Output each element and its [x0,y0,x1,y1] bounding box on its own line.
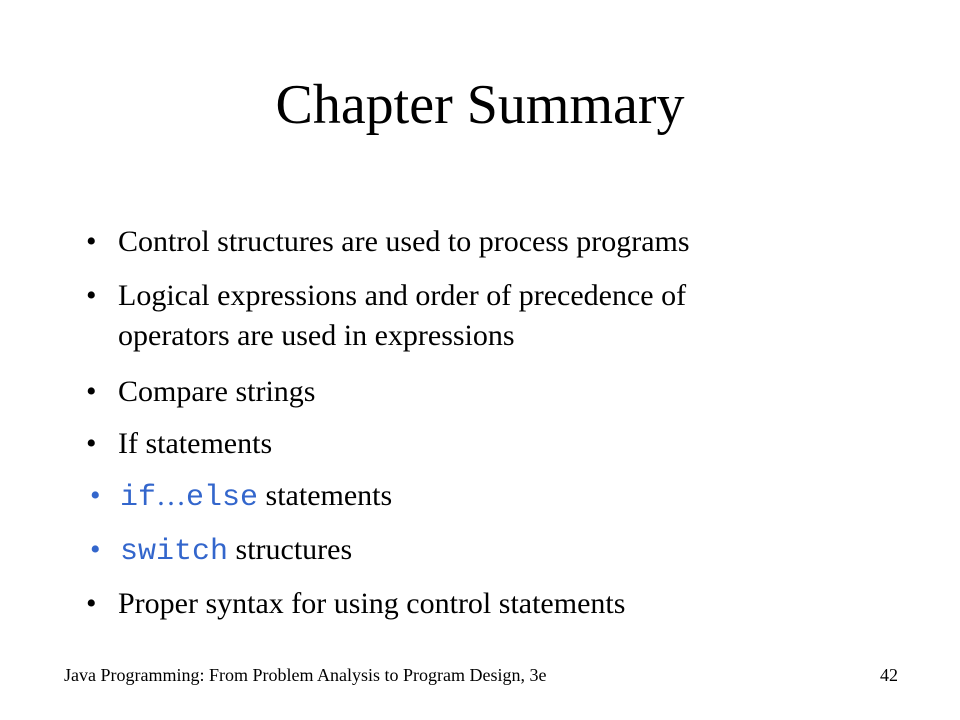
bullet-text: Compare strings [118,375,316,408]
bullet-text [118,276,846,356]
bullet-item-switch [86,530,846,572]
code-keyword-switch: switch [120,535,229,569]
bullet-item-control-structures [86,222,846,262]
bullet-text-line-1: Logical expressions and order of precedence of [118,279,687,312]
page-number: 42 [880,665,898,685]
bullet-text [120,530,846,572]
bullet-suffix: structures [228,533,353,566]
bullet-suffix: statements [258,479,393,512]
bullet-text [120,476,846,518]
bullet-text: Proper syntax for using control statements [118,587,626,620]
bullet-marker: • [90,479,101,512]
ellipsis: … [156,479,187,512]
bullet-marker: • [90,533,101,566]
bullet-text-line-2: operators are used in expressions [118,319,515,352]
bullet-marker: • [86,587,97,620]
slide-title: Chapter Summary [275,74,685,136]
bullet-marker: • [86,375,97,408]
bullet-item-logical-expressions [86,276,846,356]
bullet-item-proper-syntax [86,584,846,624]
bullet-text: Control structures are used to process programs [118,225,690,258]
footer-book-title: Java Programming: From Problem Analysis to Program Design, 3e [64,665,547,685]
bullet-item-compare-strings [86,372,846,412]
bullet-text: If statements [118,427,273,460]
bullet-item-if-statements [86,424,846,464]
code-keyword-else: else [186,481,259,515]
bullet-marker: • [86,225,97,258]
code-keyword-if: if [120,481,157,515]
bullet-marker: • [86,427,97,460]
bullet-marker: • [86,279,97,312]
bullet-item-if-else [86,476,846,518]
